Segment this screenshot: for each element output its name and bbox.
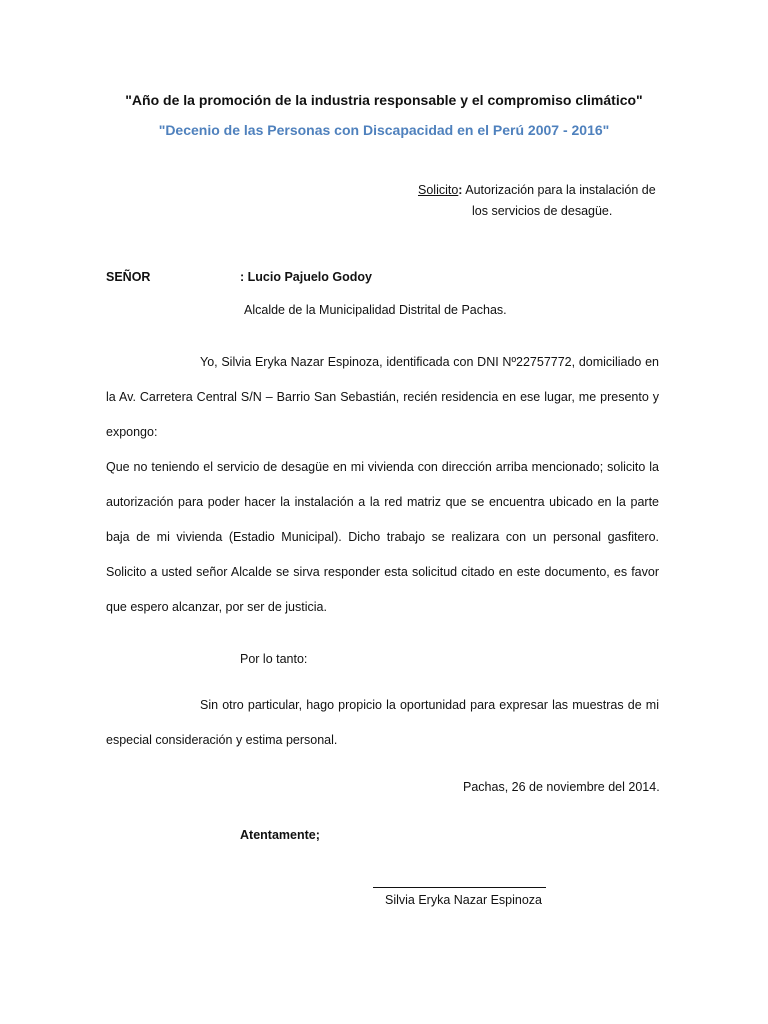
motto-line-2: "Decenio de las Personas con Discapacidad en el Perú 2007 - 2016": [158, 122, 610, 138]
subject-label: Solicito: [418, 183, 459, 197]
place-date: Pachas, 26 de noviembre del 2014.: [463, 780, 660, 794]
recipient-title: Alcalde de la Municipalidad Distrital de Pachas.: [244, 303, 507, 317]
subject-line-1: Autorización para la instalación de: [462, 183, 656, 197]
motto-line-1: "Año de la promoción de la industria responsable y el compromiso climático": [125, 92, 643, 108]
salutation: SEÑOR: [106, 270, 151, 284]
sign-off: Atentamente;: [240, 828, 320, 842]
signature-name: Silvia Eryka Nazar Espinoza: [385, 893, 543, 907]
subject-block: [418, 183, 656, 197]
subject-line-2: los servicios de desagüe.: [472, 204, 613, 218]
body-paragraph-1: Yo, Silvia Eryka Nazar Espinoza, identificada con DNI Nº22757772, domiciliado en la Av. Carretera Central S/N – Barrio San Sebastián, recién residencia en ese lugar, me presento y expongo:: [106, 355, 659, 439]
signature-line: [373, 887, 546, 888]
therefore-label: Por lo tanto:: [240, 652, 308, 666]
body-paragraph-2: Que no teniendo el servicio de desagüe en mi vivienda con dirección arriba mencionado; solicito la autorización para poder hacer la instalación a la red matriz que se encuentra ubicado en la parte baja de mi vivienda (Estadio Municipal). Dicho trabajo se realizara con un personal gasfitero. Solicito a usted señor Alcalde se sirva responder esta solicitud citado en este documento, es favor que espero alcanzar, por ser de justicia.: [106, 460, 659, 614]
subject-colon: :: [458, 183, 463, 197]
recipient-name: : Lucio Pajuelo Godoy: [240, 270, 372, 284]
closing-paragraph: Sin otro particular, hago propicio la oportunidad para expresar las muestras de mi especial consideración y estima personal.: [106, 698, 659, 747]
